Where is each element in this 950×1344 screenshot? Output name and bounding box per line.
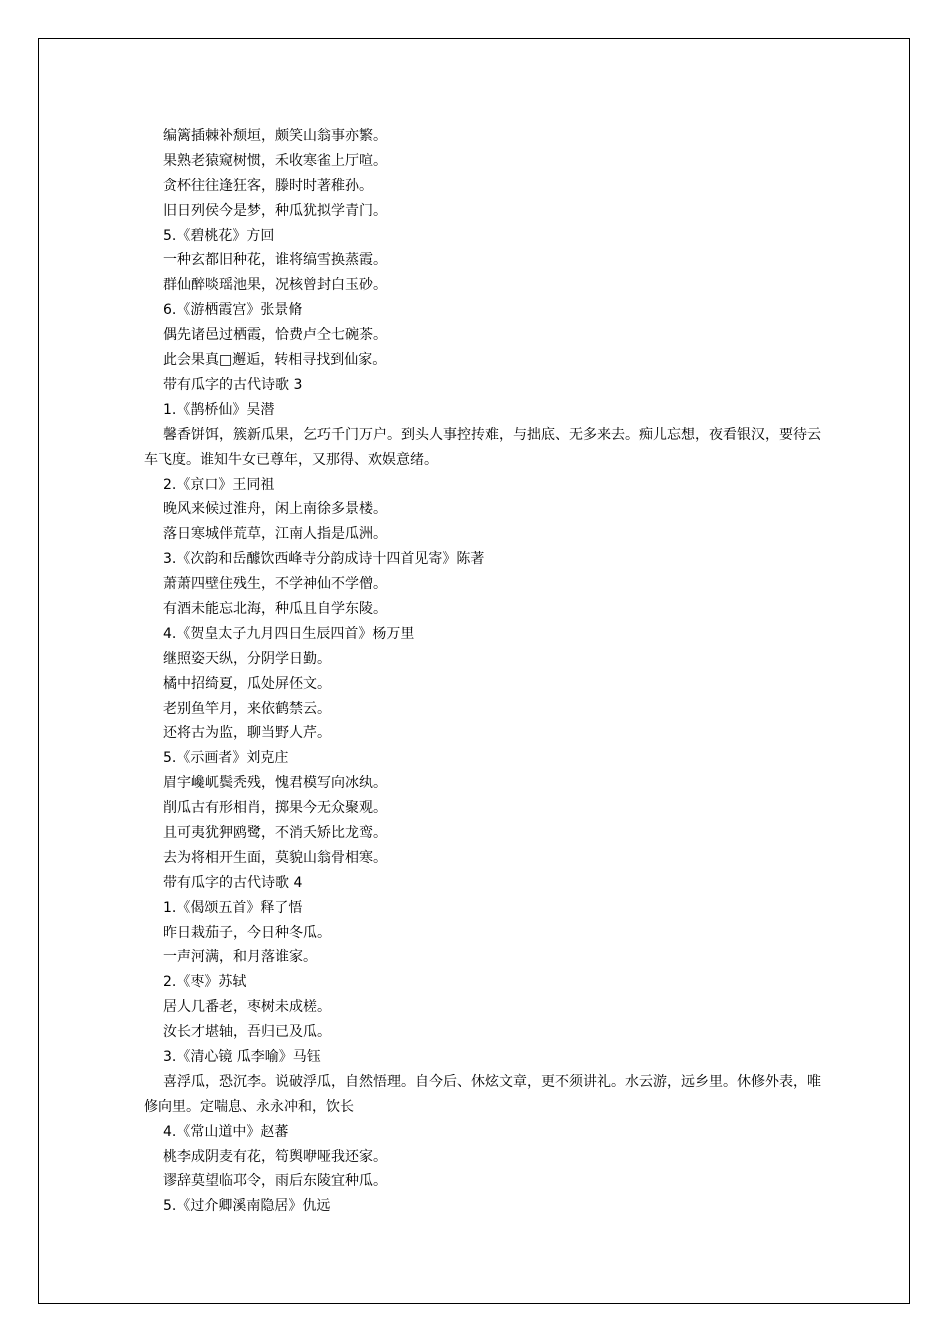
poem-line: 一声河满，和月落谁家。: [163, 949, 317, 966]
poem-line: 萧萧四壁住残生，不学神仙不学僧。: [163, 576, 387, 593]
poem-line: 晚风来候过淮舟，闲上南徐多景楼。: [163, 501, 387, 518]
poem-title: 1.《偈颂五首》释了悟: [163, 899, 303, 916]
poem-line: 削瓜古有形相肖，掷果今无众聚观。: [163, 800, 387, 817]
poem-line: 去为将相开生面，莫貌山翁骨相寒。: [163, 849, 387, 866]
poem-line: 贪杯往往逢狂客，滕时时著稚孙。: [163, 177, 373, 194]
poem-title: 3.《清心镜 瓜李喻》马钰: [163, 1048, 321, 1065]
poem-paragraph: 喜浮瓜，恐沉李。说破浮瓜，自然悟理。自今后、休炫文章，更不须讲礼。水云游，远乡里。休修外表，唯修向里。定喘息、永永冲和，饮长: [144, 1073, 821, 1115]
poem-line: 眉宇巉屼鬓秃残，愧君模写向冰纨。: [163, 775, 387, 792]
poem-title: 4.《常山道中》赵蕃: [163, 1123, 289, 1140]
poem-line: 橘中招绮夏，瓜处屏伾文。: [163, 675, 331, 692]
poem-line: 昨日栽茄子，今日种冬瓜。: [163, 924, 331, 941]
poem-line: 且可夷犹狎鸥鹭，不消夭矫比龙鸾。: [163, 824, 387, 841]
poem-line: 汝长才堪轴，吾归已及瓜。: [163, 1024, 331, 1041]
poem-title: 2.《枣》苏轼: [163, 974, 247, 991]
document-body: [144, 124, 824, 1219]
poem-line: 居人几番老，枣树未成槎。: [163, 999, 331, 1016]
poem-line: 一种玄都旧种花，谁将缟雪换蒸霞。: [163, 252, 387, 269]
poem-title: 5.《示画者》刘克庄: [163, 750, 289, 767]
poem-line: 还将古为监，聊当野人芹。: [163, 725, 331, 742]
section-heading: 带有瓜字的古代诗歌 3: [163, 376, 303, 393]
poem-line: 继照姿天纵，分阴学日勤。: [163, 650, 331, 667]
poem-line: 老别鱼竿月，来依鹤禁云。: [163, 700, 331, 717]
poem-line: 谬辞莫望临邛令，雨后东陵宜种瓜。: [163, 1173, 387, 1190]
poem-line: 落日寒城伴荒草，江南人指是瓜洲。: [163, 526, 387, 543]
section-heading: 带有瓜字的古代诗歌 4: [163, 874, 303, 891]
poem-line: 此会果真□邂逅，转相寻找到仙家。: [163, 352, 387, 369]
poem-title: 4.《贺皇太子九月四日生辰四首》杨万里: [163, 625, 415, 642]
poem-line: 群仙醉啖瑶池果，况核曾封白玉砂。: [163, 277, 387, 294]
poem-line: 偶先诸邑过栖霞，恰费卢仝七碗茶。: [163, 327, 387, 344]
poem-line: 编篱插棘补颓垣，颇笑山翁事亦繁。: [163, 128, 387, 144]
poem-line: 桃李成阴麦有花，笱舆咿哑我还家。: [163, 1148, 387, 1165]
poem-line: 有酒未能忘北海，种瓜且自学东陵。: [163, 600, 387, 617]
poem-line: 旧日列侯今是梦，种瓜犹拟学青门。: [163, 202, 387, 219]
poem-paragraph: 馨香饼饵，簇新瓜果，乞巧千门万户。到头人事控抟难，与拙底、无多来去。痴儿忘想，夜看银汉，要待云车飞度。谁知牛女已尊年，又那得、欢娱意绪。: [144, 426, 821, 468]
poem-line: 果熟老猿窥树惯，禾收寒雀上厅喧。: [163, 152, 387, 169]
poem-title: 5.《过介卿溪南隐居》仇远: [163, 1198, 331, 1215]
poem-title: 2.《京口》王同祖: [163, 476, 275, 493]
poem-title: 6.《游栖霞宫》张景脩: [163, 302, 303, 319]
poem-title: 3.《次韵和岳醵饮西峰寺分韵成诗十四首见寄》陈著: [163, 551, 485, 568]
poem-title: 5.《碧桃花》方回: [163, 227, 275, 244]
poem-title: 1.《鹊桥仙》吴潜: [163, 401, 275, 418]
